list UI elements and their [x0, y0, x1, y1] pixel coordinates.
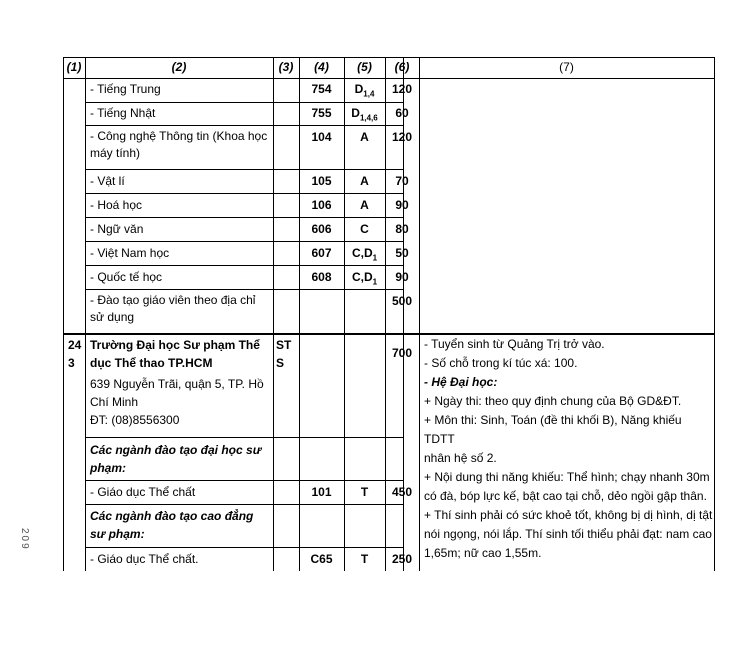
exam-block: A — [360, 198, 369, 212]
page-number: 209 — [19, 528, 30, 551]
exam-block: $D_{1,4,6}$ — [351, 106, 378, 123]
quota: 90 — [395, 198, 409, 212]
exam-block: C — [360, 222, 369, 236]
major-name: - Đào tạo giáo viên theo địa chỉ sử dụng — [90, 293, 256, 324]
major-name: - Quốc tế học — [90, 270, 163, 284]
exam-block: $D_{1,4}$ — [354, 82, 375, 99]
major-name: - Tiếng Nhật — [90, 106, 156, 120]
major-code: 607 — [311, 246, 332, 260]
major-code: 606 — [311, 222, 332, 236]
header-col-4: (4) — [314, 60, 329, 74]
notes: - Tuyển sinh từ Quảng Trị trở vào. - Số chỗ trong kí túc xá: 100. - Hệ Đại học: + Ngày thi: theo quy định chung của Bộ GD&ĐT. + Môn thi: Sinh, Toán (đề thi khối B), Năng khiếu TDTT nhân hệ số 2. + Nội dung thi năng khiếu: Thể hình; chạy nhanh 30m có đà, bóp lực kế, bật cao tại chỗ, dẻo ngồi gập thân. + Thí sinh phải có sức khoẻ tốt, không bị dị hình, dị tật nói ngọng, nói lắp. Thí sinh tối thiểu phải đạt: nam cao 1,65m; nữ cao 1,55m. — [424, 337, 713, 560]
exam-block: A — [360, 130, 369, 144]
major-name: - Vật lí — [90, 174, 125, 188]
major-code: 106 — [311, 198, 332, 212]
major-name: - Tiếng Trung — [90, 82, 161, 96]
major-code: C65 — [310, 552, 333, 566]
major-code: 101 — [311, 485, 332, 499]
header-col-6: (6) — [394, 60, 410, 74]
major-name: - Giáo dục Thể chất — [90, 485, 196, 499]
quota: 50 — [395, 246, 409, 260]
major-name: - Hoá học — [90, 198, 143, 212]
quota: 450 — [391, 485, 413, 499]
exam-block: $C,D_1$ — [351, 246, 378, 263]
exam-block: T — [360, 552, 369, 566]
section-college: Các ngành đào tạo cao đẳng sư phạm: — [90, 509, 254, 541]
exam-block: $C,D_1$ — [351, 270, 378, 287]
header-col-7: (7) — [559, 60, 574, 74]
header-col-3: (3) — [278, 60, 294, 74]
exam-block: A — [360, 174, 369, 188]
major-code: 754 — [311, 82, 332, 96]
admissions-table — [63, 57, 715, 571]
major-code: 608 — [311, 270, 332, 284]
school-name: Trường Đại học Sư phạm Thể dục Thể thao TP.HCM — [90, 338, 260, 370]
school-quota: 700 — [391, 346, 413, 360]
header-col-1: (1) — [66, 60, 82, 74]
quota: 70 — [395, 174, 409, 188]
quota: 250 — [391, 552, 413, 566]
quota: 120 — [391, 82, 413, 96]
quota: 120 — [391, 130, 413, 144]
header-col-2: (2) — [171, 60, 187, 74]
major-name: - Công nghệ Thông tin (Khoa học máy tính) — [90, 129, 268, 160]
quota: 60 — [395, 106, 409, 120]
major-name: - Ngữ văn — [90, 222, 144, 236]
major-code: 105 — [311, 174, 332, 188]
major-code: 104 — [311, 130, 332, 144]
major-name: - Việt Nam học — [90, 246, 170, 260]
school-address: 639 Nguyễn Trãi, quận 5, TP. Hồ Chí Minh ĐT: (08)8556300 — [90, 377, 264, 427]
exam-block: T — [360, 485, 369, 499]
major-name: - Giáo dục Thể chất. — [90, 552, 199, 566]
quota: 500 — [391, 294, 413, 308]
header-col-5: (5) — [357, 60, 372, 74]
section-university: Các ngành đào tạo đại học sư phạm: — [90, 443, 262, 475]
quota: 80 — [395, 222, 409, 236]
school-number: 24 3 — [68, 338, 82, 370]
school-code: ST S — [276, 338, 292, 370]
quota: 90 — [395, 270, 409, 284]
major-code: 755 — [311, 106, 332, 120]
